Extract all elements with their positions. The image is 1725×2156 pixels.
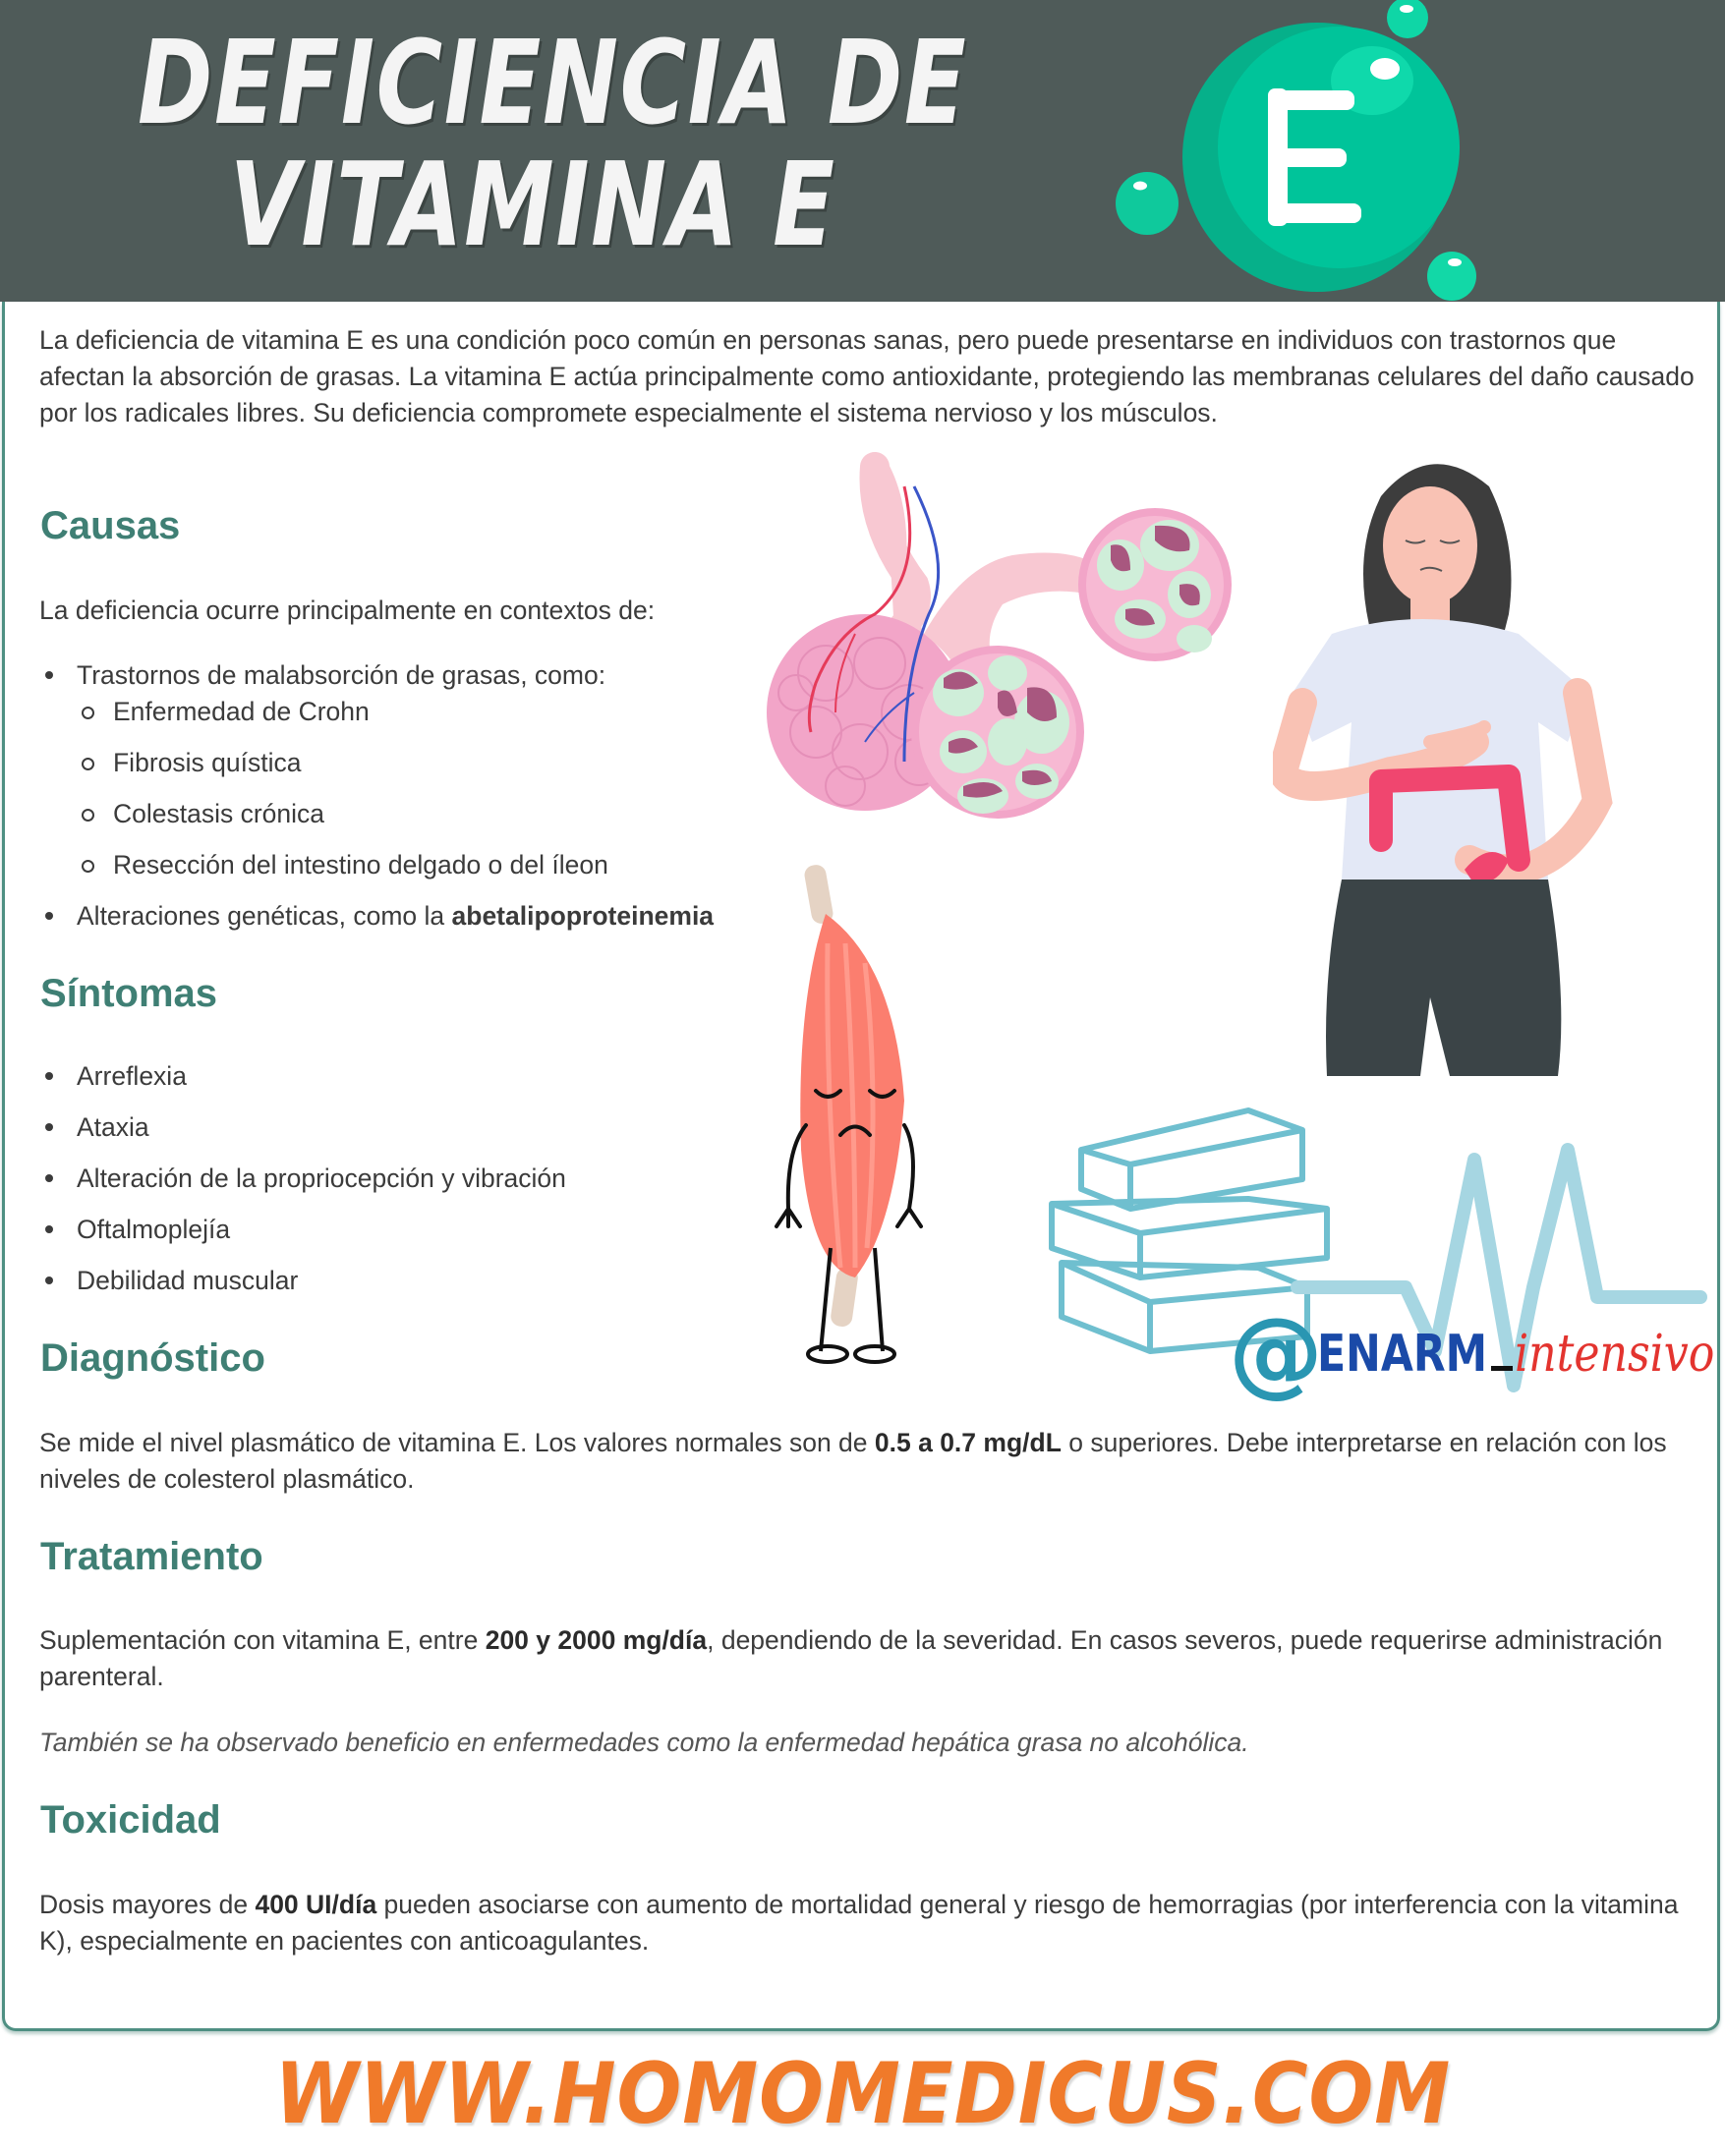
- alveoli-illustration-icon: [757, 447, 1238, 830]
- list-item: Enfermedad de Crohn: [39, 694, 608, 745]
- tratamiento-note: También se ha observado beneficio en enfermedades como la enfermedad hepática grasa no alcohólica.: [39, 1728, 1249, 1757]
- causas-sublist: [39, 694, 608, 898]
- intro-paragraph: La deficiencia de vitamina E es una condición poco común en personas sanas, pero puede presentarse en individuos con trastornos que afectan la absorción de grasas. La vitamina E actúa principalmente como antioxidante, protegiendo las membranas celulares del daño causado por los radicales libres. Su deficiencia compromete especialmente el sistema nervioso y los músculos.: [39, 325, 1695, 427]
- bold-term: 0.5 a 0.7 mg/dL: [874, 1428, 1062, 1457]
- title-line-1: DEFICIENCIA DE: [138, 15, 968, 150]
- list-item: Arreflexia: [39, 1058, 566, 1109]
- title-line-2: VITAMINA E: [229, 137, 836, 272]
- list-item: Ataxia: [39, 1109, 566, 1161]
- heading-tratamiento: Tratamiento: [40, 1535, 263, 1578]
- list-item: Oftalmoplejía: [39, 1212, 566, 1263]
- logo-suffix: intensivo: [1515, 1325, 1715, 1384]
- woman-abdominal-pain-illustration-icon: [1273, 447, 1646, 1081]
- at-symbol: @: [1229, 1297, 1323, 1407]
- enarm-intensivo-logo: [1229, 1297, 1725, 1407]
- list-item: Fibrosis quística: [39, 745, 608, 796]
- logo-brand: ENARM: [1317, 1325, 1488, 1384]
- page-title: [138, 15, 968, 272]
- diagnostico-paragraph: Se mide el nivel plasmático de vitamina E. Los valores normales son de 0.5 a 0.7 mg/dL o superiores. Debe interpretarse en relación con los niveles de colesterol plasmático.: [39, 1428, 1667, 1494]
- list-item: Trastornos de malabsorción de grasas, como:: [39, 657, 605, 694]
- bold-term: 400 UI/día: [255, 1890, 377, 1919]
- heading-diagnostico: Diagnóstico: [40, 1336, 265, 1380]
- header-banner: [0, 0, 1725, 302]
- list-item: Resección del intestino delgado o del íleon: [39, 847, 608, 898]
- list-item: Alteraciones genéticas, como la abetalipoproteinemia: [39, 898, 714, 935]
- list-item: Colestasis crónica: [39, 796, 608, 847]
- toxicidad-paragraph: Dosis mayores de 400 UI/día pueden asociarse con aumento de mortalidad general y riesgo de hemorragias (por interferencia con la vitamina K), especialmente en pacientes con anticoagulantes.: [39, 1890, 1679, 1956]
- bold-term: 200 y 2000 mg/día: [485, 1625, 708, 1655]
- bold-term: abetalipoproteinemia: [451, 901, 715, 931]
- causas-list-2: [39, 898, 714, 935]
- causas-list: [39, 657, 605, 694]
- website-link[interactable]: WWW.HOMOMEDICUS.COM: [274, 2045, 1451, 2143]
- footer: [0, 2039, 1725, 2156]
- logo-underscore: [1491, 1366, 1513, 1371]
- tratamiento-paragraph: Suplementación con vitamina E, entre 200 y 2000 mg/día, dependiendo de la severidad. En casos severos, puede requerirse administración parenteral.: [39, 1625, 1663, 1691]
- heading-causas: Causas: [40, 504, 181, 547]
- list-item: Alteración de la propriocepción y vibración: [39, 1161, 566, 1212]
- heading-toxicidad: Toxicidad: [40, 1798, 221, 1842]
- heading-sintomas: Síntomas: [40, 972, 218, 1015]
- vitamin-e-badge-icon: [1081, 0, 1533, 302]
- sintomas-list: [39, 1058, 566, 1314]
- causas-lead: La deficiencia ocurre principalmente en contextos de:: [39, 596, 656, 625]
- list-item: Debilidad muscular: [39, 1263, 566, 1314]
- sad-muscle-illustration-icon: [757, 855, 924, 1366]
